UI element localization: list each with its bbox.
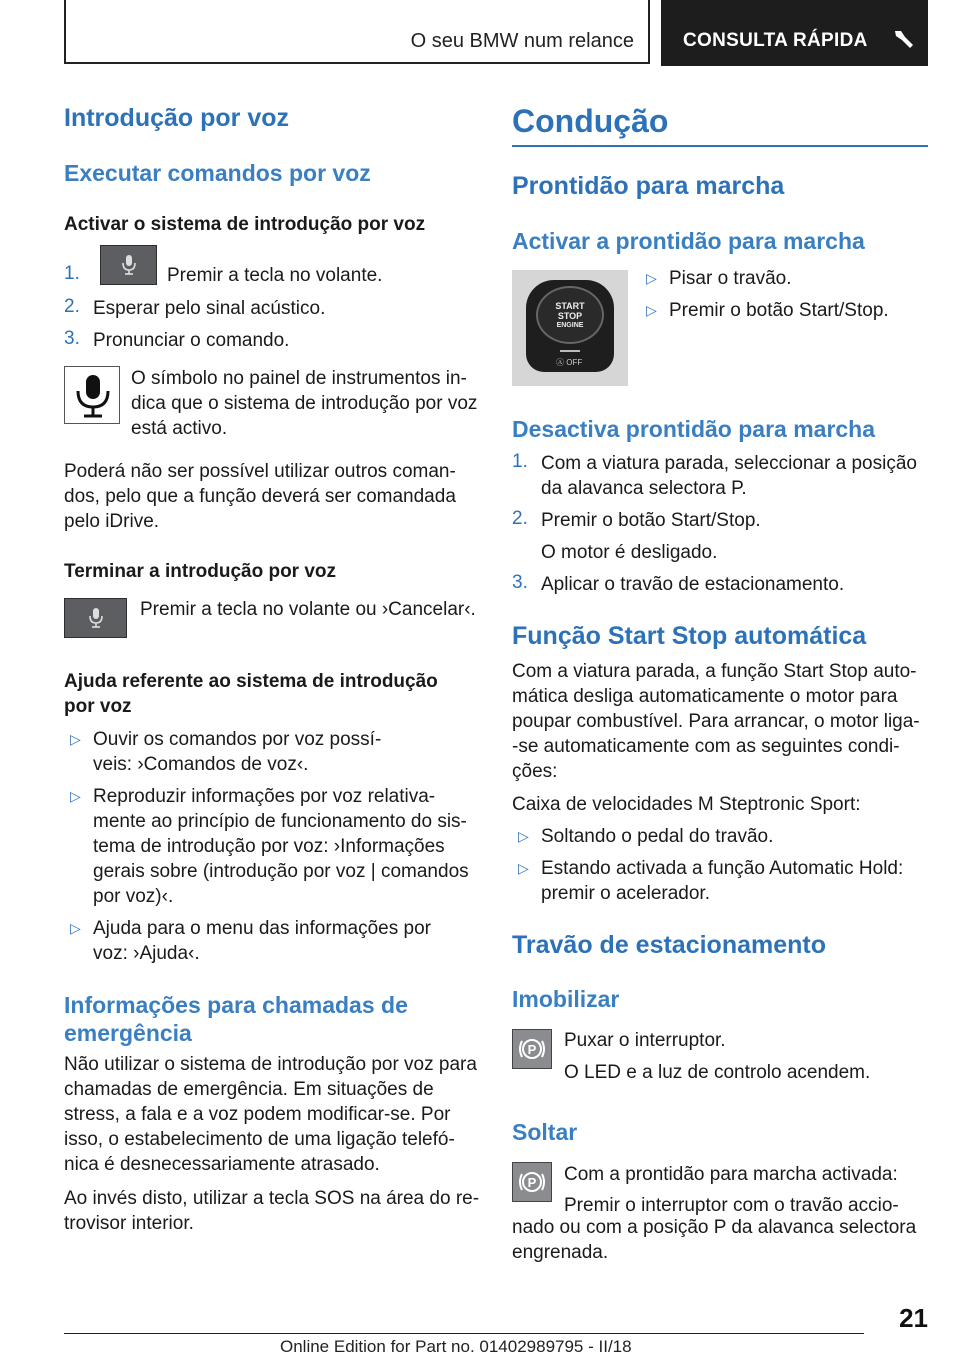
- symbol-description: [131, 366, 481, 441]
- heading-parking-brake: Travão de estacionamento: [512, 931, 827, 959]
- text-line: está activo.: [131, 418, 228, 439]
- step-text: Premir o botão Start/Stop.: [541, 510, 761, 531]
- parking-brake-switch-image: [512, 1029, 552, 1069]
- release-text-continued: [512, 1215, 930, 1265]
- apply-text: [564, 1025, 870, 1089]
- list-item: [64, 245, 482, 285]
- text-line: premir o acelerador.: [541, 883, 710, 904]
- svg-text:P: P: [527, 1042, 537, 1057]
- bullet-triangle-icon: ▷: [646, 302, 657, 318]
- text-line: Ao invés disto, utilizar a tecla SOS na área do re-: [64, 1188, 480, 1209]
- header-chapter-title: CONSULTA RÁPIDA: [683, 30, 868, 51]
- text-line: nado ou com a posição P da alavanca selectora: [512, 1217, 917, 1238]
- text-line: veis: ›Comandos de voz‹.: [93, 754, 309, 775]
- button-label-line: START: [555, 301, 585, 311]
- heading-voice-input: Introdução por voz: [64, 104, 289, 132]
- quick-reference-icon: [893, 28, 915, 50]
- bullet-triangle-icon: ▷: [70, 920, 81, 936]
- text-line: por voz)‹.: [93, 886, 174, 907]
- text-line: dos, pelo que a função deverá ser comandada: [64, 486, 456, 507]
- list-item: [512, 856, 930, 906]
- voice-key-image: [64, 598, 127, 638]
- auto-off-icon: Ⓐ: [556, 358, 564, 367]
- start-button-label: [538, 301, 602, 331]
- text-line: Informações para chamadas de: [64, 992, 408, 1018]
- button-label-line: ENGINE: [556, 322, 584, 329]
- heading-auto-start-stop: Função Start Stop automática: [512, 622, 867, 650]
- parking-brake-icon: [517, 1034, 547, 1064]
- heading-activate-ready: Activar a prontidão para marcha: [512, 228, 865, 254]
- text-line: gerais sobre (introdução por voz | comandos: [93, 861, 469, 882]
- page-number: 21: [899, 1303, 928, 1333]
- text-line: nica é desnecessariamente atrasado.: [64, 1154, 380, 1175]
- text-line: engrenada.: [512, 1242, 609, 1263]
- text-line: voz: ›Ajuda‹.: [93, 943, 200, 964]
- footer-rule: [64, 1333, 864, 1334]
- text-line: Não utilizar o sistema de introdução por voz para: [64, 1054, 477, 1075]
- release-text: [564, 1159, 899, 1221]
- bullet-text: [93, 784, 469, 909]
- bullet-triangle-icon: ▷: [70, 788, 81, 804]
- step-number: 2.: [512, 508, 528, 529]
- text-line: Com a prontidão para marcha activada:: [564, 1164, 898, 1185]
- list-item: [64, 296, 482, 321]
- list-item: [64, 916, 482, 966]
- text-line: chamadas de emergência. Em situações de: [64, 1079, 434, 1100]
- list-item: [640, 266, 930, 291]
- auto-off-label: [556, 357, 582, 368]
- bullet-triangle-icon: ▷: [518, 860, 529, 876]
- start-stop-button-image: [512, 270, 628, 386]
- step-text: Esperar pelo sinal acústico.: [93, 298, 326, 319]
- text-line: Ajuda referente ao sistema de introdução: [64, 671, 438, 692]
- footer-edition: Online Edition for Part no. 01402989795 - II/18: [280, 1337, 632, 1356]
- parking-brake-icon: [517, 1167, 547, 1197]
- text-line: da alavanca selectora P.: [541, 478, 747, 499]
- header-section-title: O seu BMW num relance: [410, 30, 634, 52]
- list-item: [64, 328, 482, 353]
- text-line: ções:: [512, 761, 558, 782]
- text-line: Poderá não ser possível utilizar outros coman-: [64, 461, 456, 482]
- list-item: [64, 784, 482, 909]
- heading-deactivate-ready: Desactiva prontidão para marcha: [512, 416, 876, 442]
- step-number: 1.: [64, 263, 80, 284]
- text-line: Com a viatura parada, a função Start Stop auto-: [512, 661, 917, 682]
- list-item: [512, 824, 930, 849]
- step-text: Pronunciar o comando.: [93, 330, 290, 351]
- heading-driving: Condução: [512, 103, 669, 139]
- heading-release: Soltar: [512, 1119, 578, 1145]
- heading-ready-to-drive: Prontidão para marcha: [512, 172, 785, 200]
- button-label-line: STOP: [557, 311, 583, 321]
- heading-end-voice: Terminar a introdução por voz: [64, 561, 337, 582]
- text-line: Premir o interruptor com o travão accio-: [564, 1195, 899, 1216]
- text-line: Com a viatura parada, seleccionar a posição: [541, 453, 917, 474]
- note-paragraph: [64, 459, 482, 534]
- text-line: O LED e a luz de controlo acendem.: [564, 1062, 871, 1083]
- text-line: Estando activada a função Automatic Hold:: [541, 858, 904, 879]
- microphone-icon: [75, 373, 111, 419]
- start-button-face: [536, 286, 604, 344]
- heading-execute-commands: Executar comandos por voz: [64, 160, 371, 186]
- text-line: trovisor interior.: [64, 1213, 194, 1234]
- voice-active-symbol: [64, 366, 120, 424]
- emergency-paragraph: [64, 1052, 482, 1177]
- bullet-text: [541, 856, 903, 906]
- start-stop-paragraph: [512, 659, 930, 784]
- bullet-triangle-icon: ▷: [518, 828, 529, 844]
- bullet-triangle-icon: ▷: [70, 731, 81, 747]
- text-line: Ajuda para o menu das informações por: [93, 918, 431, 939]
- step-number: 3.: [64, 328, 80, 349]
- step-number: 2.: [64, 296, 80, 317]
- voice-key-image: [100, 245, 157, 285]
- step-result-text: O motor é desligado.: [541, 542, 718, 563]
- text-line: pelo iDrive.: [64, 511, 160, 532]
- text-line: mente ao princípio de funcionamento do sis-: [93, 811, 467, 832]
- text-line: isso, o estabelecimento de uma ligação telefó-: [64, 1129, 455, 1150]
- step-number: 1.: [512, 451, 528, 472]
- text-line: Reproduzir informações por voz relativa-: [93, 786, 436, 807]
- bullet-text: Pisar o travão.: [669, 268, 792, 289]
- step-text: Premir a tecla no volante.: [167, 265, 383, 286]
- text-line: tema de introdução por voz: ›Informações: [93, 836, 445, 857]
- indicator-bar: [560, 350, 580, 352]
- heading-activate-voice: Activar o sistema de introdução por voz: [64, 214, 426, 235]
- bullet-text: [93, 727, 381, 777]
- step-text: [541, 451, 917, 501]
- list-item: [512, 572, 930, 597]
- text-line: poupar combustível. Para arrancar, o motor liga-: [512, 711, 920, 732]
- auto-off-text: OFF: [566, 358, 583, 367]
- text-line: stress, a fala e a voz podem modificar-se. Por: [64, 1104, 451, 1125]
- heading-rule: [512, 145, 928, 147]
- heading-apply: Imobilizar: [512, 986, 620, 1012]
- text-line: dica que o sistema de introdução por voz: [131, 393, 478, 414]
- step-text: Aplicar o travão de estacionamento.: [541, 574, 845, 595]
- button-housing: [526, 280, 614, 372]
- end-voice-text: Premir a tecla no volante ou ›Cancelar‹.: [140, 599, 476, 620]
- bullet-text: Premir o botão Start/Stop.: [669, 300, 889, 321]
- text-line: O símbolo no painel de instrumentos in-: [131, 368, 467, 389]
- step-number: 3.: [512, 572, 528, 593]
- heading-voice-help: [64, 669, 482, 719]
- text-line: -se automaticamente com as seguintes condi-: [512, 736, 900, 757]
- header-section-box: [64, 0, 650, 64]
- gearbox-text: Caixa de velocidades M Steptronic Sport:: [512, 794, 861, 815]
- parking-brake-switch-image: [512, 1162, 552, 1202]
- bullet-text: [93, 916, 431, 966]
- bullet-text: Soltando o pedal do travão.: [541, 826, 774, 847]
- bullet-triangle-icon: ▷: [646, 270, 657, 286]
- microphone-icon: [89, 607, 103, 629]
- text-line: mática desliga automaticamente o motor para: [512, 686, 898, 707]
- heading-emergency-calls: [64, 991, 482, 1047]
- list-item: [640, 298, 930, 323]
- header-chapter-tab: [661, 0, 928, 66]
- text-line: Ouvir os comandos por voz possí-: [93, 729, 382, 750]
- page-header: [64, 0, 928, 66]
- list-item: [512, 451, 930, 501]
- text-line: emergência: [64, 1020, 192, 1046]
- list-item: [64, 727, 482, 777]
- svg-text:P: P: [527, 1175, 537, 1190]
- text-line: Puxar o interruptor.: [564, 1030, 726, 1051]
- sos-paragraph: [64, 1186, 482, 1236]
- list-item: [512, 508, 930, 533]
- text-line: por voz: [64, 696, 132, 717]
- microphone-icon: [122, 254, 136, 276]
